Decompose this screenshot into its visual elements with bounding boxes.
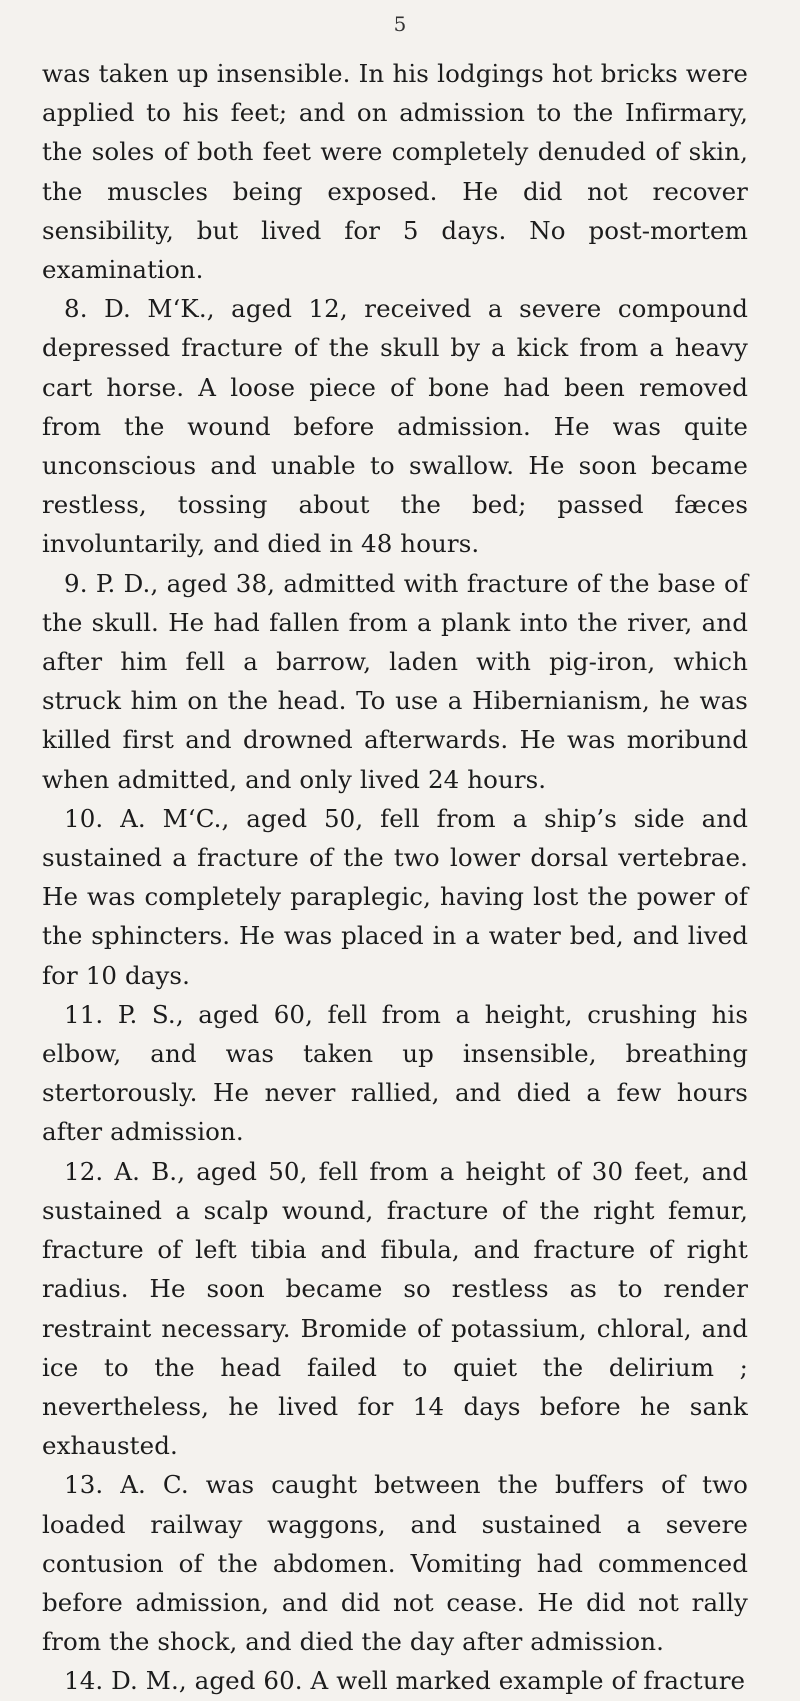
paragraph-case-8: 8. D. M‘K., aged 12, received a severe compound depressed fracture of the skull by a kick from a heavy cart horse. A loose piece of bone had been removed from the wound before admission. He was quite unconscious and unable to swallow. He soon became restless, tossing about the bed; passed fæces involuntarily, and died in 48 hours. xyxy=(42,294,748,559)
paragraph-case-9: 9. P. D., aged 38, admitted with fracture of the base of the skull. He had fallen from a plank into the river, and after him fell a barrow, laden with pig-iron, which struck him on the head. To use a Hibernianism, he was killed first and drowned afterwards. He was moribund when admitted, and only lived 24 hours. xyxy=(42,568,748,794)
paragraph-case-11: 11. P. S., aged 60, fell from a height, crushing his elbow, and was taken up insensible, breathing stertorously. He never rallied, and died a few hours after admission. xyxy=(42,999,748,1147)
page-number: 5 xyxy=(393,12,407,36)
paragraph-case-14: 14. D. M., aged 60. A well marked example of fracture xyxy=(64,1666,746,1696)
paragraph-continuation: was taken up insensible. In his lodgings hot bricks were applied to his feet; and on admission to the Infirmary, the soles of both feet were completely denuded of skin, the muscles being exposed. He did not recover sensibility, but lived for 5 days. No post-mortem examination. xyxy=(42,59,748,285)
paragraph-case-10: 10. A. M‘C., aged 50, fell from a ship’s side and sustained a fracture of the two lower dorsal vertebrae. He was completely paraplegic, having lost the power of the sphincters. He was placed in a water bed, and lived for 10 days. xyxy=(42,803,748,990)
body-text xyxy=(42,54,748,1701)
paragraph-case-12: 12. A. B., aged 50, fell from a height of 30 feet, and sustained a scalp wound, fracture of the right femur, fracture of left tibia and fibula, and fracture of right radius. He soon became so restless as to render restraint necessary. Bromide of potassium, chloral, and ice to the head failed to quiet the delirium ; nevertheless, he lived for 14 days before he sank exhausted. xyxy=(42,1156,748,1461)
paragraph-case-13: 13. A. C. was caught between the buffers of two loaded railway waggons, and sustained a severe contusion of the abdomen. Vomiting had commenced before admission, and did not cease. He did not rally from the shock, and died the day after admission. xyxy=(42,1470,748,1657)
